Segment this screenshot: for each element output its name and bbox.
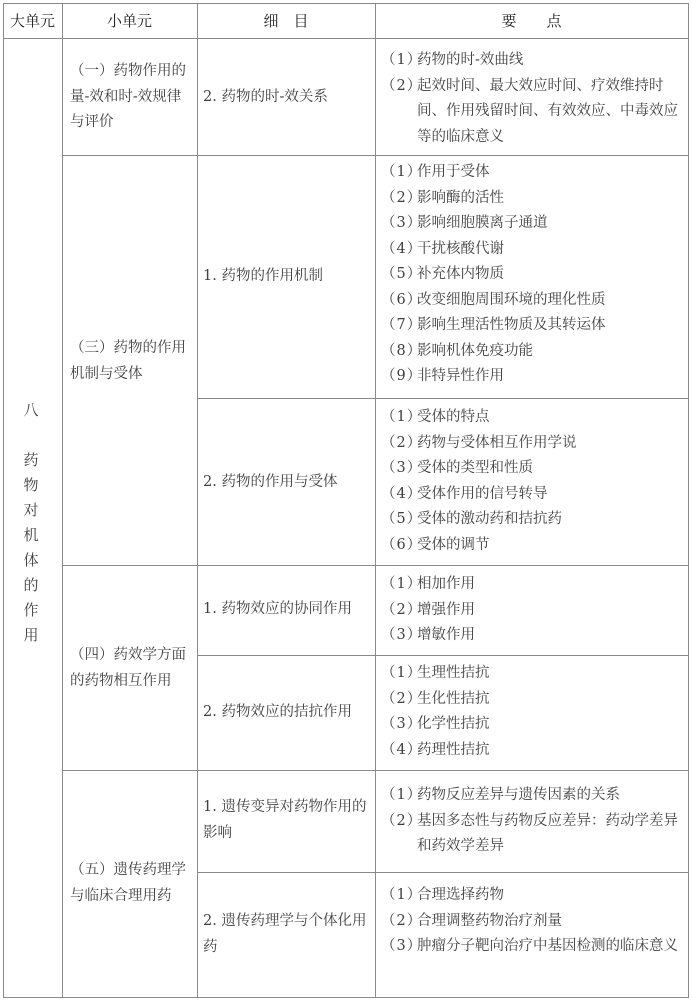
rule-col3 [375,3,376,998]
point-text: 药物的时-效曲线 [417,52,524,68]
points-list [381,661,685,763]
point-number: （1） [381,576,423,592]
detail-label: 2. 药物的作用与受体 [203,474,338,490]
point-item [381,687,685,713]
point-number: （6） [381,291,423,308]
point-text: 基因多态性与药物反应差异：药动学差异和药效学差异 [417,812,678,854]
point-item [381,160,685,186]
points-list [381,783,685,860]
point-text: 影响机体免疫功能 [417,342,533,359]
point-item [381,909,685,935]
big-unit-number: 八 [23,401,39,419]
point-item [381,661,685,687]
point-text: 药物反应差异与遗传因素的关系 [417,787,620,803]
point-text: 作用于受体 [417,164,490,180]
points-list [381,883,685,960]
header-points: 要 点 [501,12,562,30]
point-item [381,211,685,237]
point-text: 合理调整药物治疗剂量 [417,912,562,929]
point-number: （8） [381,342,423,359]
point-text: 影响酶的活性 [417,189,504,206]
point-item [381,339,685,365]
point-number: （5） [381,266,423,282]
point-number: （3） [381,215,423,231]
point-item [381,598,685,624]
big-unit-char: 用 [23,626,39,644]
rule-header [3,38,689,39]
header-detail: 细 目 [263,12,309,30]
point-text: 药理性拮抗 [417,741,490,758]
point-item [381,405,685,431]
point-number: （2） [381,434,423,451]
point-text: 干扰核酸代谢 [417,240,504,257]
point-number: （2） [381,77,423,94]
point-item [381,186,685,212]
point-number: （9） [381,368,423,384]
big-unit-char: 作 [23,601,39,619]
rule-right [688,3,689,998]
point-number: （4） [381,485,423,502]
point-text: 增敏作用 [417,627,475,643]
point-text: 受体的调节 [417,536,490,553]
point-number: （2） [381,690,423,707]
big-unit-char: 药 [23,451,39,469]
point-item [381,623,685,649]
point-number: （3） [381,627,423,643]
point-number: （5） [381,511,423,527]
big-unit-char: 机 [23,526,39,544]
point-number: （1） [381,665,423,681]
point-number: （4） [381,240,423,257]
point-item [381,783,685,809]
point-item [381,313,685,339]
rule-col2 [197,3,198,998]
point-number: （3） [381,938,423,954]
points-list [381,405,685,558]
rule-bottom [3,997,689,998]
detail-label: 1. 药物效应的协同作用 [203,601,352,617]
point-text: 影响细胞膜离子通道 [417,215,548,231]
point-item [381,572,685,598]
point-number: （3） [381,460,423,476]
point-text: 受体的激动药和拮抗药 [417,511,562,527]
point-number: （1） [381,164,423,180]
sub-unit-label: （三）药物的作用机制与受体 [70,340,186,382]
point-number: （6） [381,536,423,553]
point-text: 化学性拮抗 [417,716,490,732]
detail-label: 2. 药物效应的拮抗作用 [203,704,352,720]
rule-top [3,3,689,4]
point-text: 影响生理活性物质及其转运体 [417,317,606,333]
point-number: （7） [381,317,423,333]
big-unit-char: 物 [23,476,39,494]
sub-unit-label: （一）药物作用的量-效和时-效规律与评价 [70,63,186,130]
big-unit-char: 对 [23,501,39,519]
point-item [381,482,685,508]
point-item [381,364,685,390]
point-number: （1） [381,887,423,903]
point-text: 生化性拮抗 [417,690,490,707]
point-text: 药物与受体相互作用学说 [417,434,577,451]
point-item [381,934,685,960]
rule-col1 [62,3,63,998]
rule-d6 [197,872,689,873]
rule-d4 [197,655,689,656]
point-number: （2） [381,812,423,829]
point-item [381,237,685,263]
point-item [381,738,685,764]
point-text: 改变细胞周围环境的理化性质 [417,291,606,308]
detail-label: 1. 药物的作用机制 [203,268,323,284]
point-item [381,712,685,738]
point-item [381,262,685,288]
point-text: 起效时间、最大效应时间、疗效维持时间、作用残留时间、有效效应、中毒效应等的临床意义 [417,77,678,145]
point-text: 受体的特点 [417,409,490,425]
point-text: 补充体内物质 [417,266,504,282]
point-text: 受体作用的信号转导 [417,485,548,502]
header-big-unit: 大单元 [9,12,55,30]
point-number: （2） [381,912,423,929]
point-text: 非特异性作用 [417,368,504,384]
big-unit-char: 体 [23,551,39,569]
point-item [381,431,685,457]
big-unit-char: 的 [23,576,39,594]
point-item [381,74,685,151]
big-unit-title [0,448,62,648]
point-number: （1） [381,409,423,425]
detail-label: 2. 药物的时-效关系 [203,89,328,105]
detail-label: 1. 遗传变异对药物作用的影响 [203,799,367,841]
point-text: 肿瘤分子靶向治疗中基因检测的临床意义 [417,938,678,954]
detail-label: 2. 遗传药理学与个体化用药 [203,913,367,955]
point-number: （2） [381,189,423,206]
point-number: （1） [381,787,423,803]
point-item [381,288,685,314]
sub-unit-label: （五）遗传药理学与临床合理用药 [70,862,186,904]
point-text: 生理性拮抗 [417,665,490,681]
point-item [381,507,685,533]
point-item [381,883,685,909]
point-number: （4） [381,741,423,758]
point-text: 合理选择药物 [417,887,504,903]
point-item [381,48,685,74]
rule-d2 [197,398,689,399]
point-item [381,533,685,559]
point-item [381,456,685,482]
point-number: （2） [381,601,423,618]
points-list [381,160,685,390]
point-text: 相加作用 [417,576,475,592]
point-number: （1） [381,52,423,68]
point-item [381,809,685,860]
sub-unit-label: （四）药效学方面的药物相互作用 [70,647,186,689]
points-list [381,572,685,649]
point-text: 增强作用 [417,601,475,618]
header-sub-unit: 小单元 [106,12,152,30]
point-number: （3） [381,716,423,732]
point-text: 受体的类型和性质 [417,460,533,476]
points-list [381,48,685,150]
